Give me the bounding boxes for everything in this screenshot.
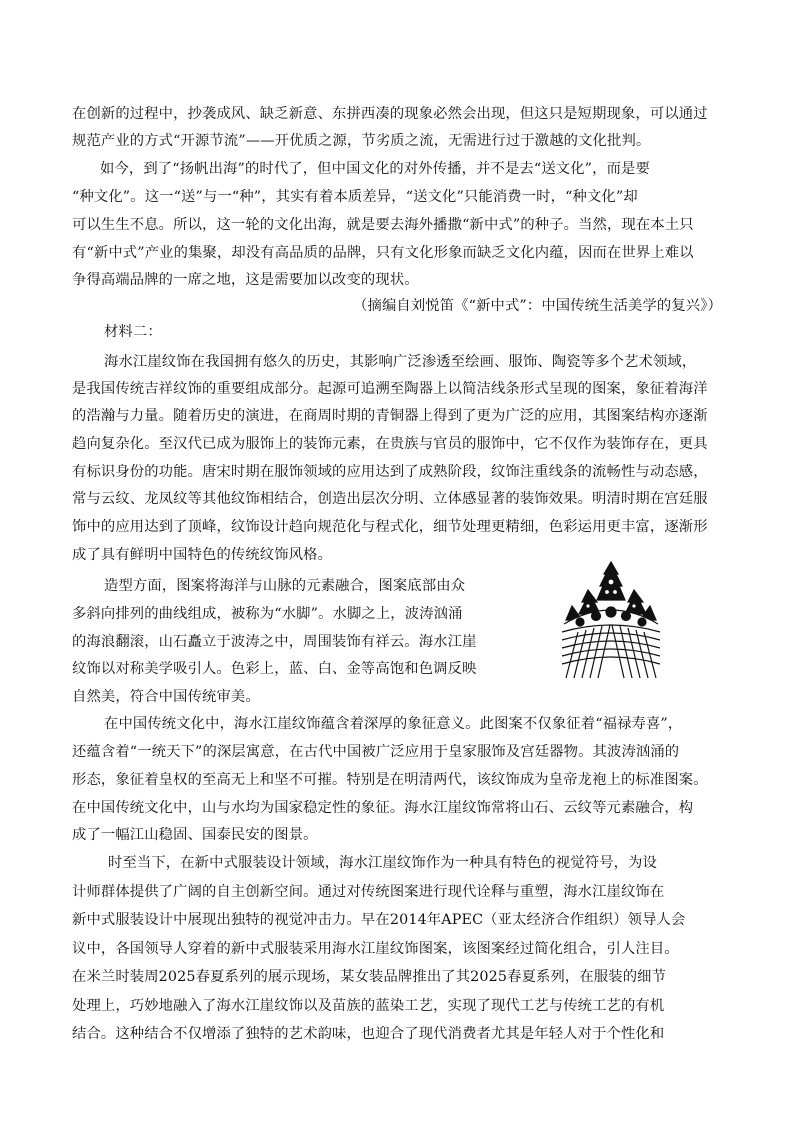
text-line: 在创新的过程中，抄袭成风、缺乏新意、东拼西凑的现象必然会出现，但这只是短期现象，可以通过: [72, 106, 708, 122]
text-line: 成了具有鲜明中国特色的传统纹饰风格。: [72, 547, 333, 563]
text-line: 如今，到了“扬帆出海”的时代了，但中国文化的对外传播，并不是去“送文化”，而是要: [100, 161, 650, 177]
text-line: 成了一幅江山稳固、国泰民安的图景。: [72, 827, 318, 843]
text-line: 结合。这种结合不仅增添了独特的艺术韵味，也迎合了现代消费者尤其是年轻人对于个性化和: [72, 1026, 665, 1042]
text-line: 在米兰时装周2025春夏系列的展示现场，某女装品牌推出了其2025春夏系列，在服装的细节: [72, 969, 667, 985]
text-line: 可以生生不息。所以，这一轮的文化出海，就是要去海外播撒“新中式”的种子。当然，现在本土只: [72, 217, 694, 233]
text-line: 争得高端品牌的一席之地，这是需要加以改变的现状。: [72, 272, 419, 288]
text-line: 自然美，符合中国传统审美。: [72, 689, 260, 705]
text-line: 时至当下，在新中式服装设计领域，海水江崖纹饰作为一种具有特色的视觉符号，为设: [108, 855, 657, 871]
source-citation: （摘编自刘悦笛《“新中式”：中国传统生活美学的复兴》）: [353, 298, 722, 314]
sea-cliff-pattern-illustration: [560, 560, 662, 680]
text-line: 规范产业的方式“开源节流”——开优质之源，节劣质之流，无需进行过于激越的文化批判。: [72, 133, 651, 149]
text-line: 议中，各国领导人穿着的新中式服装采用海水江崖纹饰图案，该图案经过简化组合，引人注目。: [72, 941, 679, 957]
text-line: 有标识身份的功能。唐宋时期在服饰领域的应用达到了成熟阶段，纹饰注重线条的流畅性与动态感，: [72, 464, 708, 480]
text-line: 形态，象征着皇权的至高无上和坚不可摧。特别是在明清两代，该纹饰成为皇帝龙袍上的标准图案。: [72, 772, 708, 788]
text-line: 趋向复杂化。至汉代已成为服饰上的装饰元素，在贵族与官员的服饰中，它不仅作为装饰存在，更具: [72, 436, 708, 452]
text-line: 海水江崖纹饰在我国拥有悠久的历史，其影响广泛渗透至绘画、服饰、陶瓷等多个艺术领域，: [104, 354, 697, 370]
text-line: 计师群体提供了广阔的自主创新空间。通过对传统图案进行现代诠释与重塑，海水江崖纹饰在: [72, 884, 665, 900]
text-line: 造型方面，图案将海洋与山脉的元素融合，图案底部由众: [104, 578, 466, 594]
text-line: 有“新中式”产业的集聚，却没有高品质的品牌，只有文化形象而缺乏文化内蕴，因而在世界上难以: [72, 245, 694, 261]
text-line: 的浩瀚与力量。随着历史的演进，在商周时期的青铜器上得到了更为广泛的应用，其图案结构亦逐渐: [72, 408, 708, 424]
text-line: 常与云纹、龙凤纹等其他纹饰相结合，创造出层次分明、立体感显著的装饰效果。明清时期在宫廷服: [72, 491, 708, 507]
section-heading: 材料二：: [104, 324, 162, 340]
text-line: 在中国传统文化中，山与水均为国家稳定性的象征。海水江崖纹饰常将山石、云纹等元素融合，构: [72, 800, 694, 816]
text-line: 的海浪翻滚，山石矗立于波涛之中，周围装饰有祥云。海水江崖: [72, 634, 477, 650]
text-line: 多斜向排列的曲线组成，被称为“水脚”。水脚之上，波涛汹涌: [72, 606, 463, 622]
text-line: 新中式服装设计中展现出独特的视觉冲击力。早在2014年APEC（亚太经济合作组织）领导人会: [72, 912, 686, 928]
text-line: 在中国传统文化中，海水江崖纹饰蕴含着深厚的象征意义。此图案不仅象征着“福禄寿喜”，: [104, 716, 683, 732]
text-line: 纹饰以对称美学吸引人。色彩上，蓝、白、金等高饱和色调反映: [72, 661, 477, 677]
text-line: 还蕴含着“一统天下”的深层寓意，在古代中国被广泛应用于皇家服饰及宫廷器物。其波涛汹涌的: [72, 744, 680, 760]
text-line: 饰中的应用达到了顶峰，纹饰设计趋向规范化与程式化，细节处理更精细，色彩运用更丰富，逐渐形: [72, 519, 708, 535]
text-line: “种文化”。这一“送”与一“种”，其实有着本质差异，“送文化”只能消费一时，“种文化”却: [72, 189, 638, 205]
text-line: 处理上，巧妙地融入了海水江崖纹饰以及苗族的蓝染工艺，实现了现代工艺与传统工艺的有机: [72, 998, 665, 1014]
text-line: 是我国传统吉祥纹饰的重要组成部分。起源可追溯至陶器上以简洁线条形式呈现的图案，象征着海洋: [72, 381, 708, 397]
